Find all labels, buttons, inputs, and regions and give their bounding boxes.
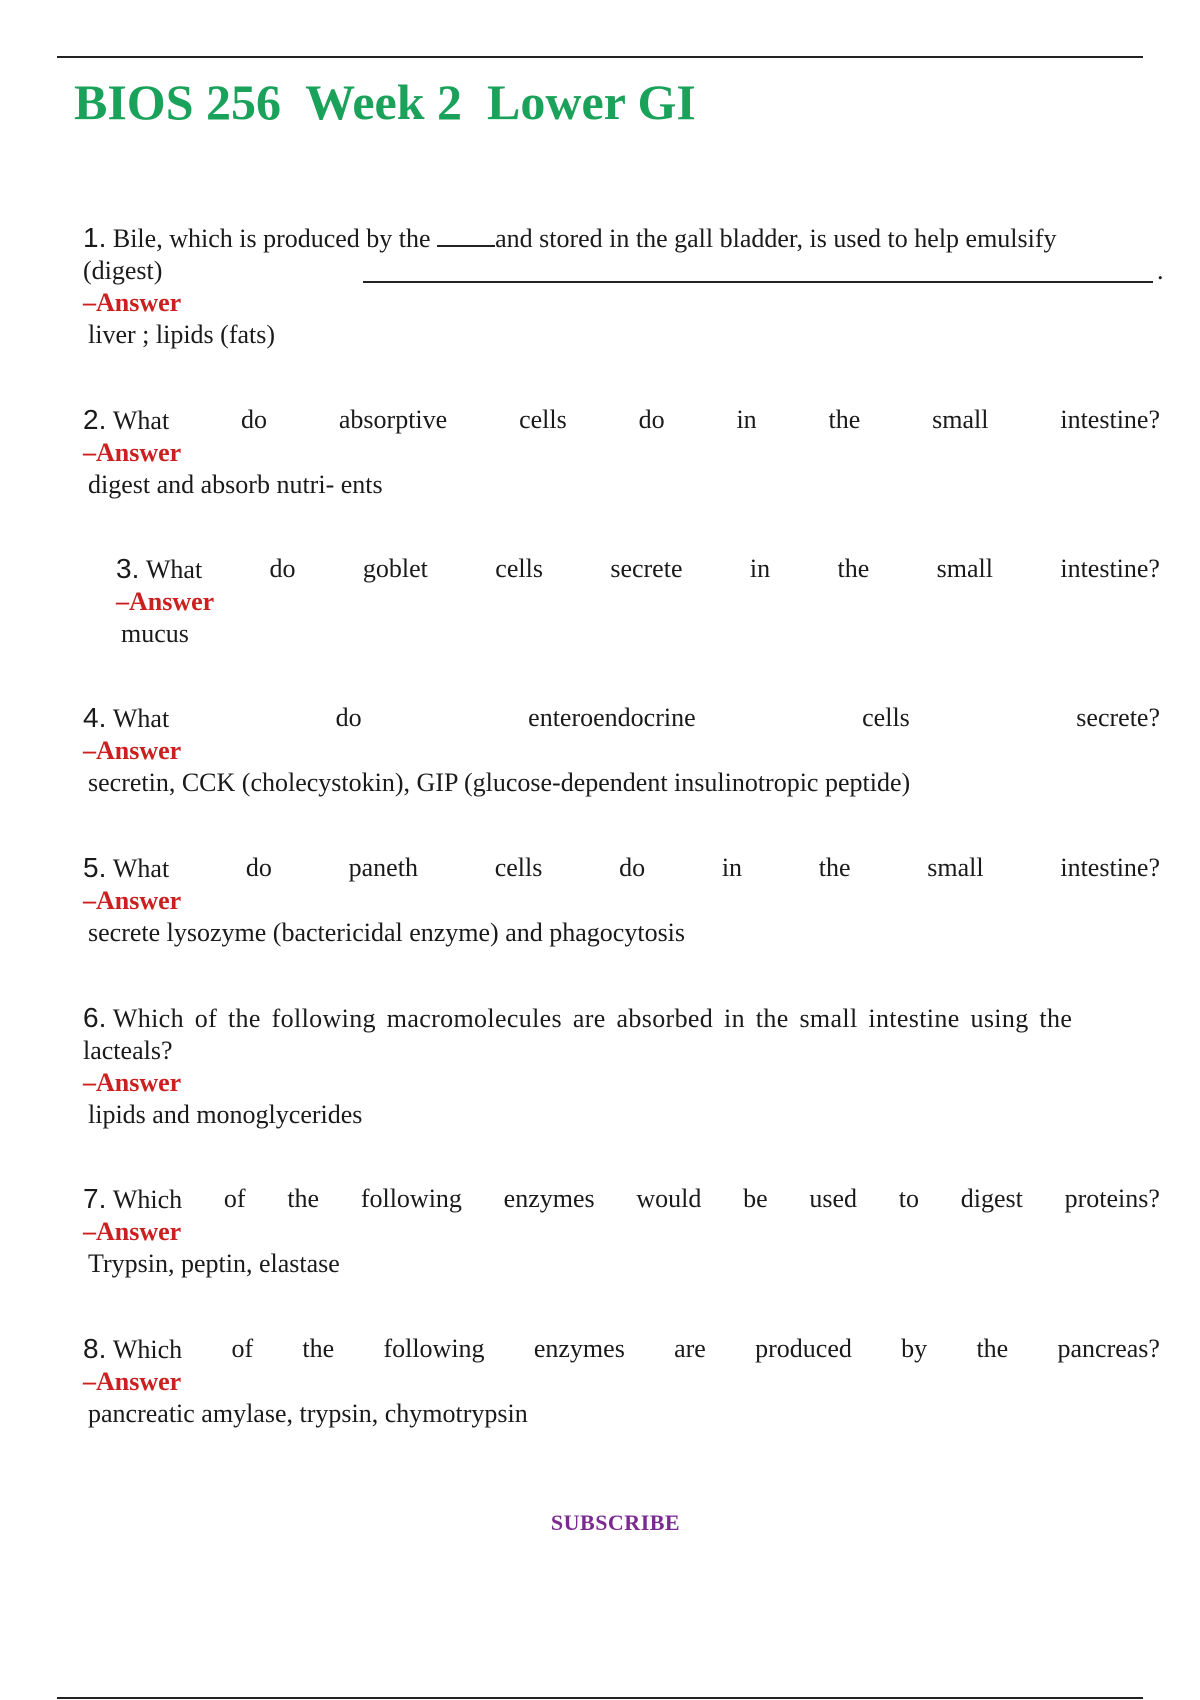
question-word: small [936, 554, 993, 583]
question-word: do [245, 853, 272, 882]
question-word: do [241, 405, 268, 434]
question-word: small [932, 405, 989, 434]
question-4-line [83, 702, 1160, 735]
question-word: absorptive [338, 405, 448, 434]
answer-text: liver ; lipids (fats) [88, 320, 276, 349]
question-word: goblet [362, 554, 428, 583]
question-text: (digest) [83, 256, 163, 285]
question-8 [83, 1333, 1160, 1430]
question-word: produced [755, 1334, 852, 1363]
question-1-line-1 [83, 222, 1160, 255]
question-3 [116, 553, 1160, 650]
question-2 [83, 404, 1160, 501]
answer-label: –Answer [83, 1217, 182, 1246]
answer-text: digest and absorb nutri- ents [88, 470, 383, 499]
question-number: 1. [83, 222, 107, 253]
question-7-line [83, 1183, 1160, 1216]
question-number: 5. [83, 852, 107, 883]
answer-text: Trypsin, peptin, elastase [88, 1249, 340, 1278]
question-5-line [83, 852, 1160, 885]
question-number: 2. [83, 404, 107, 435]
answer-label: –Answer [83, 438, 182, 467]
answer-text: lipids and monoglycerides [88, 1100, 363, 1129]
question-word: the [287, 1184, 320, 1213]
answer-label: –Answer [83, 886, 182, 915]
question-word: What [112, 854, 170, 883]
question-number: 4. [83, 702, 107, 733]
question-word: What [112, 704, 170, 733]
question-word: in [721, 853, 743, 882]
blank-line [363, 261, 1153, 283]
question-word: Which [112, 1335, 183, 1364]
question-word: of [223, 1184, 246, 1213]
answer-label: –Answer [83, 1068, 182, 1097]
question-word: paneth [348, 853, 418, 882]
question-word: by [901, 1334, 928, 1363]
question-number: 8. [83, 1333, 107, 1364]
question-5 [83, 852, 1160, 949]
question-word: do [619, 853, 646, 882]
answer-text: secrete lysozyme (bactericidal enzyme) and phagocytosis [88, 918, 686, 947]
question-word: would [636, 1184, 702, 1213]
subscribe-link[interactable]: SUBSCRIBE [550, 1510, 681, 1535]
answer-label: –Answer [116, 587, 215, 616]
question-word: following [360, 1184, 462, 1213]
answer-text: secretin, CCK (cholecystokin), GIP (glucose-dependent insulinotropic peptide) [88, 768, 911, 797]
question-word: enzymes [503, 1184, 595, 1213]
question-word: the [828, 405, 861, 434]
question-word: intestine? [1060, 853, 1160, 882]
question-word: proteins? [1064, 1184, 1160, 1213]
question-word: Which [112, 1185, 183, 1214]
question-word: What [145, 555, 203, 584]
question-word: the [837, 554, 870, 583]
question-word: enzymes [533, 1334, 625, 1363]
question-number: 3. [116, 553, 140, 584]
question-word: small [927, 853, 984, 882]
question-number: 7. [83, 1183, 107, 1214]
question-word: intestine? [1060, 554, 1160, 583]
page-title: BIOS 256 Week 2 Lower GI [74, 74, 696, 130]
question-word: cells [519, 405, 567, 434]
question-word: of [231, 1334, 254, 1363]
question-word: digest [960, 1184, 1023, 1213]
answer-label: –Answer [83, 736, 182, 765]
question-word: What [112, 406, 170, 435]
question-word: pancreas? [1057, 1334, 1160, 1363]
answer-label: –Answer [83, 288, 182, 317]
answer-text: mucus [121, 619, 189, 648]
question-word: cells [494, 853, 543, 882]
question-word: intestine? [1060, 405, 1160, 434]
question-word: in [736, 405, 757, 434]
bottom-rule [57, 1697, 1143, 1699]
question-6 [83, 1002, 1160, 1131]
question-4 [83, 702, 1160, 799]
question-1-line-2 [83, 255, 1164, 287]
question-word: to [898, 1184, 920, 1213]
question-word: the [302, 1334, 335, 1363]
question-8-line [83, 1333, 1160, 1366]
answer-label: –Answer [83, 1367, 182, 1396]
question-text: Which of the following macromolecules are absorbed in the small intestine using the [112, 1004, 1073, 1033]
question-text: and stored in the gall bladder, is used to help emulsify [495, 224, 1057, 253]
question-word: the [976, 1334, 1009, 1363]
question-6-line-1 [83, 1002, 1160, 1035]
question-word: used [809, 1184, 858, 1213]
question-word: are [674, 1334, 706, 1363]
answer-text: pancreatic amylase, trypsin, chymotrypsin [88, 1399, 528, 1428]
question-7 [83, 1183, 1160, 1280]
question-word: the [818, 853, 851, 882]
question-word: do [269, 554, 296, 583]
question-word: do [638, 405, 665, 434]
question-number: 6. [83, 1002, 107, 1033]
question-3-line [116, 553, 1160, 586]
question-word: following [383, 1334, 485, 1363]
blank-line [437, 245, 495, 247]
question-end: . [1157, 256, 1164, 285]
question-word: be [743, 1184, 768, 1213]
question-word: cells [862, 703, 910, 732]
top-rule [57, 56, 1143, 58]
question-6-line-2: lacteals? [83, 1036, 173, 1065]
question-word: enteroendocrine [528, 703, 696, 732]
question-word: cells [495, 554, 543, 583]
question-word: secrete? [1076, 703, 1160, 732]
question-word: in [749, 554, 771, 583]
question-word: do [335, 703, 362, 732]
question-word: secrete [610, 554, 683, 583]
question-text: Bile, which is produced by the [112, 224, 431, 253]
question-1 [83, 222, 1164, 351]
question-2-line [83, 404, 1160, 437]
